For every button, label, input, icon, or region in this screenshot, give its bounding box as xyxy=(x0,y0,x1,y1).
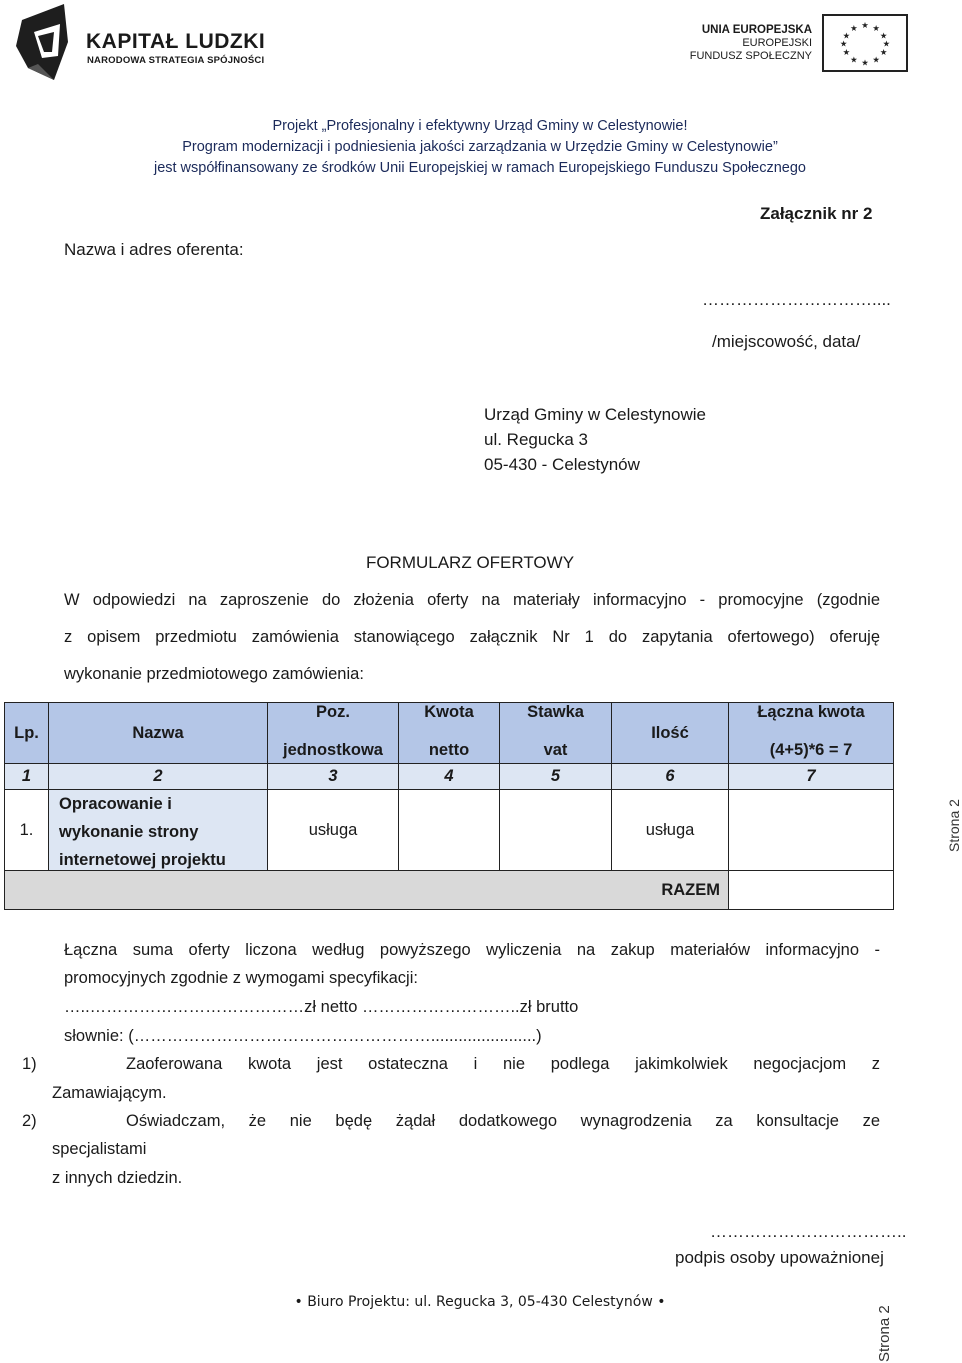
header-kwota-top: Kwota xyxy=(424,703,474,721)
svg-text:★: ★ xyxy=(872,54,880,65)
row-total-cell xyxy=(728,789,894,871)
project-line-1: Projekt „Profesjonalny i efektywny Urząd Gminy w Celestynowie! xyxy=(272,118,688,134)
header-poz-top: Poz. xyxy=(316,703,350,721)
svg-text:★: ★ xyxy=(882,38,891,49)
offer-table xyxy=(4,702,894,910)
row-unit: usługa xyxy=(267,789,399,871)
offeror-label: Nazwa i adres oferenta: xyxy=(64,240,244,259)
summary-line-2: promocyjnych zgodnie z wymogami specyfikacji: xyxy=(64,969,418,987)
statement-2-line-2: specjalistami xyxy=(52,1140,147,1158)
svg-text:★: ★ xyxy=(879,47,888,58)
statement-2-line-1: Oświadczam, że nie będę żądał dodatkowego wynagrodzenia za konsultacje ze xyxy=(126,1112,880,1130)
recipient-name: Urząd Gminy w Celestynowie xyxy=(484,405,707,424)
eu-line-1: UNIA EUROPEJSKA xyxy=(701,24,812,36)
recipient-street: ul. Regucka 3 xyxy=(484,430,588,449)
row-name-line-1: Opracowanie i xyxy=(59,795,172,813)
num-col-7: 7 xyxy=(728,763,894,790)
eu-line-3: FUNDUSZ SPOŁECZNY xyxy=(689,50,812,62)
svg-text:★: ★ xyxy=(850,22,858,33)
signature-dots: …………………………….. xyxy=(710,1222,907,1241)
place-date-dots: ………………………….... xyxy=(702,290,891,309)
header-ilosc: Ilość xyxy=(611,702,729,764)
row-vat-cell xyxy=(499,789,612,871)
statement-2-line-3: z innych dziedzin. xyxy=(52,1169,183,1187)
header-poz-bottom: jednostkowa xyxy=(283,741,383,759)
footer-address: • Biuro Projektu: ul. Regucka 3, 05-430 Celestynów • xyxy=(294,1294,666,1310)
row-qty: usługa xyxy=(611,789,729,871)
place-date-label: /miejscowość, data/ xyxy=(712,332,861,351)
header-lp: Lp. xyxy=(4,702,49,764)
row-lp: 1. xyxy=(4,789,49,871)
num-col-3: 3 xyxy=(267,763,399,790)
statement-2-num: 2) xyxy=(22,1112,37,1130)
intro-line-2: z opisem przedmiotu zamówienia stanowiącego załącznik Nr 1 do zapytania ofertowego) oferuję xyxy=(64,628,880,646)
svg-text:★: ★ xyxy=(879,30,888,41)
num-col-1: 1 xyxy=(4,763,49,790)
kapital-ludzki-subtitle: NARODOWA STRATEGIA SPÓJNOŚCI xyxy=(87,55,265,66)
intro-line-3: wykonanie przedmiotowego zamówienia: xyxy=(64,665,364,683)
eu-logo-text xyxy=(690,24,812,63)
header-poz xyxy=(267,702,399,764)
kapital-ludzki-mark-icon xyxy=(14,2,78,82)
num-col-4: 4 xyxy=(398,763,500,790)
svg-text:★: ★ xyxy=(850,54,858,65)
eu-logo xyxy=(689,14,908,74)
kapital-ludzki-logo xyxy=(14,2,274,82)
row-net-cell xyxy=(398,789,500,871)
intro-line-1: W odpowiedzi na zaproszenie do złożenia oferty na materiały informacyjno - promocyjne (zgodnie xyxy=(64,591,880,609)
page-number-side: Strona 2 xyxy=(946,799,962,852)
eu-flag-icon xyxy=(822,14,908,72)
header-stawka-bottom: vat xyxy=(543,741,568,759)
header-laczna xyxy=(728,702,894,764)
header-laczna-bottom: (4+5)*6 = 7 xyxy=(769,741,853,759)
summary-line-1: Łączna suma oferty liczona według powyższego wyliczenia na zakup materiałów informacyjno - xyxy=(64,941,880,959)
svg-text:★: ★ xyxy=(839,38,848,49)
num-col-2: 2 xyxy=(48,763,268,790)
kapital-ludzki-name: KAPITAŁ LUDZKI xyxy=(86,30,266,53)
project-line-3: jest współfinansowany ze środków Unii Europejskiej w ramach Europejskiego Funduszu Społecznego xyxy=(153,160,807,176)
total-value-cell xyxy=(728,870,894,910)
num-col-6: 6 xyxy=(611,763,729,790)
svg-text:★: ★ xyxy=(861,57,869,68)
header-nazwa: Nazwa xyxy=(48,702,268,764)
form-title: FORMULARZ OFERTOWY xyxy=(365,553,575,572)
svg-text:★: ★ xyxy=(872,22,880,33)
page-number-bottom: Strona 2 xyxy=(876,1305,893,1362)
header-kwota xyxy=(398,702,500,764)
row-name-line-2: wykonanie strony xyxy=(59,823,199,841)
row-name-line-3: internetowej projektu xyxy=(59,851,226,869)
attachment-label: Załącznik nr 2 xyxy=(760,204,873,223)
header-laczna-top: Łączna kwota xyxy=(757,703,865,721)
signature-label: podpis osoby upoważnionej xyxy=(675,1248,884,1267)
svg-text:★: ★ xyxy=(842,30,851,41)
header-kwota-bottom: netto xyxy=(428,741,470,759)
recipient-city: 05-430 - Celestynów xyxy=(484,455,640,474)
num-col-5: 5 xyxy=(499,763,612,790)
statement-1-num: 1) xyxy=(22,1055,37,1073)
svg-text:★: ★ xyxy=(861,20,869,31)
summary-line-3: …..…………………………………zł netto ………………………..zł brutto xyxy=(64,998,579,1016)
header-stawka-top: Stawka xyxy=(527,703,584,721)
statement-1-line-2: Zamawiającym. xyxy=(52,1084,167,1102)
svg-text:★: ★ xyxy=(842,47,851,58)
statement-1-line-1: Zaoferowana kwota jest ostateczna i nie podlega jakimkolwiek negocjacjom z xyxy=(126,1055,880,1073)
summary-line-4: słownie: (……………………………………………….......................) xyxy=(64,1027,542,1045)
project-line-2: Program modernizacji i podniesienia jakości zarządzania w Urzędzie Gminy w Celestynowie” xyxy=(182,139,778,155)
total-label-cell xyxy=(4,870,729,910)
row-name xyxy=(48,789,268,871)
eu-line-2: EUROPEJSKI xyxy=(742,37,812,49)
total-label: RAZEM xyxy=(661,881,720,899)
header-stawka xyxy=(499,702,612,764)
